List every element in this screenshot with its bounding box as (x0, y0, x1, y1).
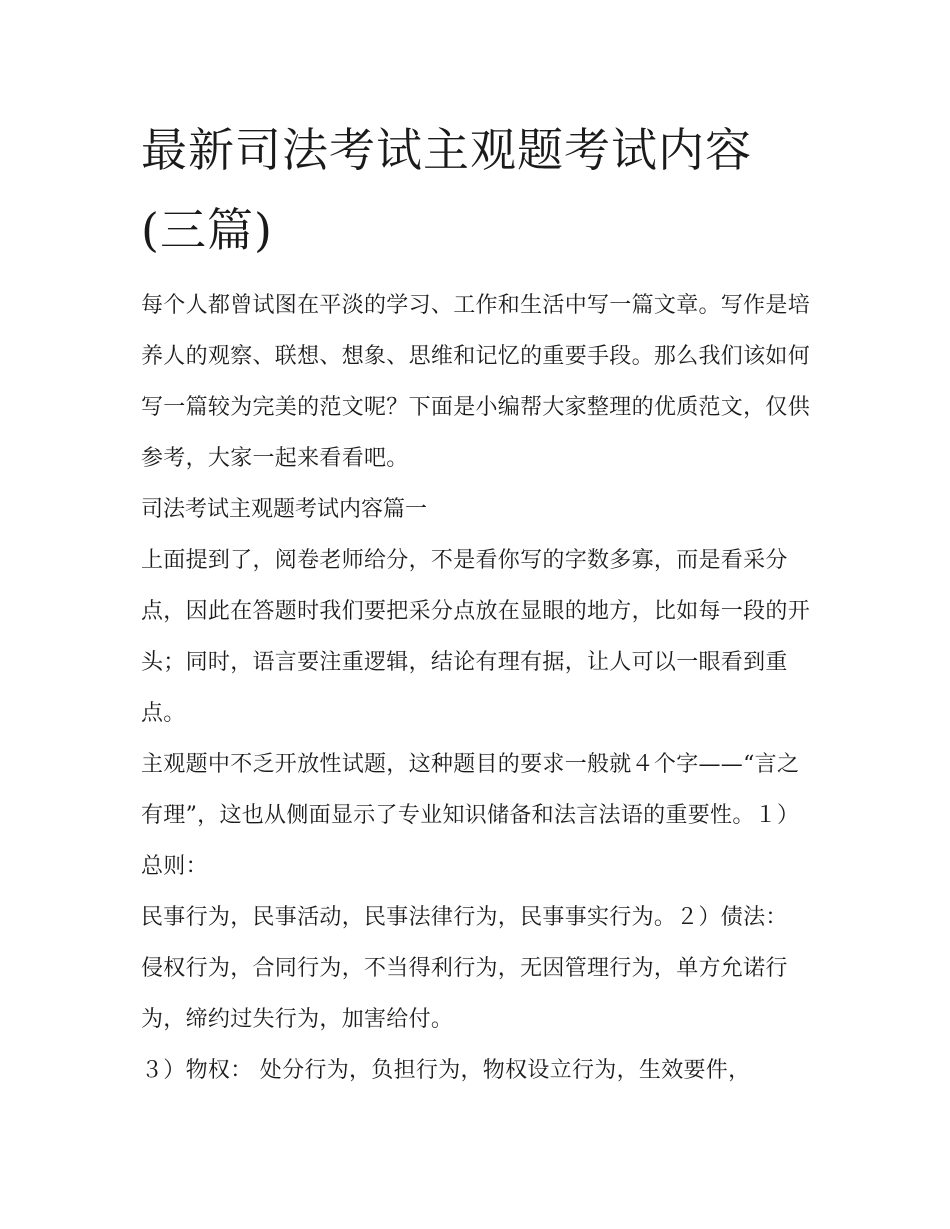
body-paragraph-3: 民事行为，民事活动，民事法律行为，民事事实行为。２）债法： 侵权行为，合同行为，不当得利行为，无因管理行为，单方允诺行为，缔约过失行为，加害给付。 (141, 905, 788, 1032)
body-paragraph-1: 上面提到了，阅卷老师给分，不是看你写的字数多寡，而是看采分点，因此在答题时我们要把采分点放在显眼的地方，比如每一段的开头；同时，语言要注重逻辑，结论有理有据，让人可以一眼看到重点。 (141, 548, 811, 726)
document-title: 最新司法考试主观题考试内容(三篇) (141, 123, 752, 257)
document-page (141, 110, 816, 1096)
body-paragraph-4: ３）物权： 处分行为，负担行为，物权设立行为，生效要件， (141, 1058, 751, 1083)
body-paragraph-2: 主观题中不乏开放性试题，这种题目的要求一般就４个字——“言之有理”，这也从侧面显示了专业知识储备和法言法语的重要性。１）总则： (141, 752, 800, 879)
section-heading: 司法考试主观题考试内容篇一 (141, 497, 428, 522)
intro-paragraph: 每个人都曾试图在平淡的学习、工作和生活中写一篇文章。写作是培养人的观察、联想、想象、思维和记忆的重要手段。那么我们该如何写一篇较为完美的范文呢？下面是小编帮大家整理的优质范文，仅供参考，大家一起来看看吧。 (141, 293, 811, 471)
